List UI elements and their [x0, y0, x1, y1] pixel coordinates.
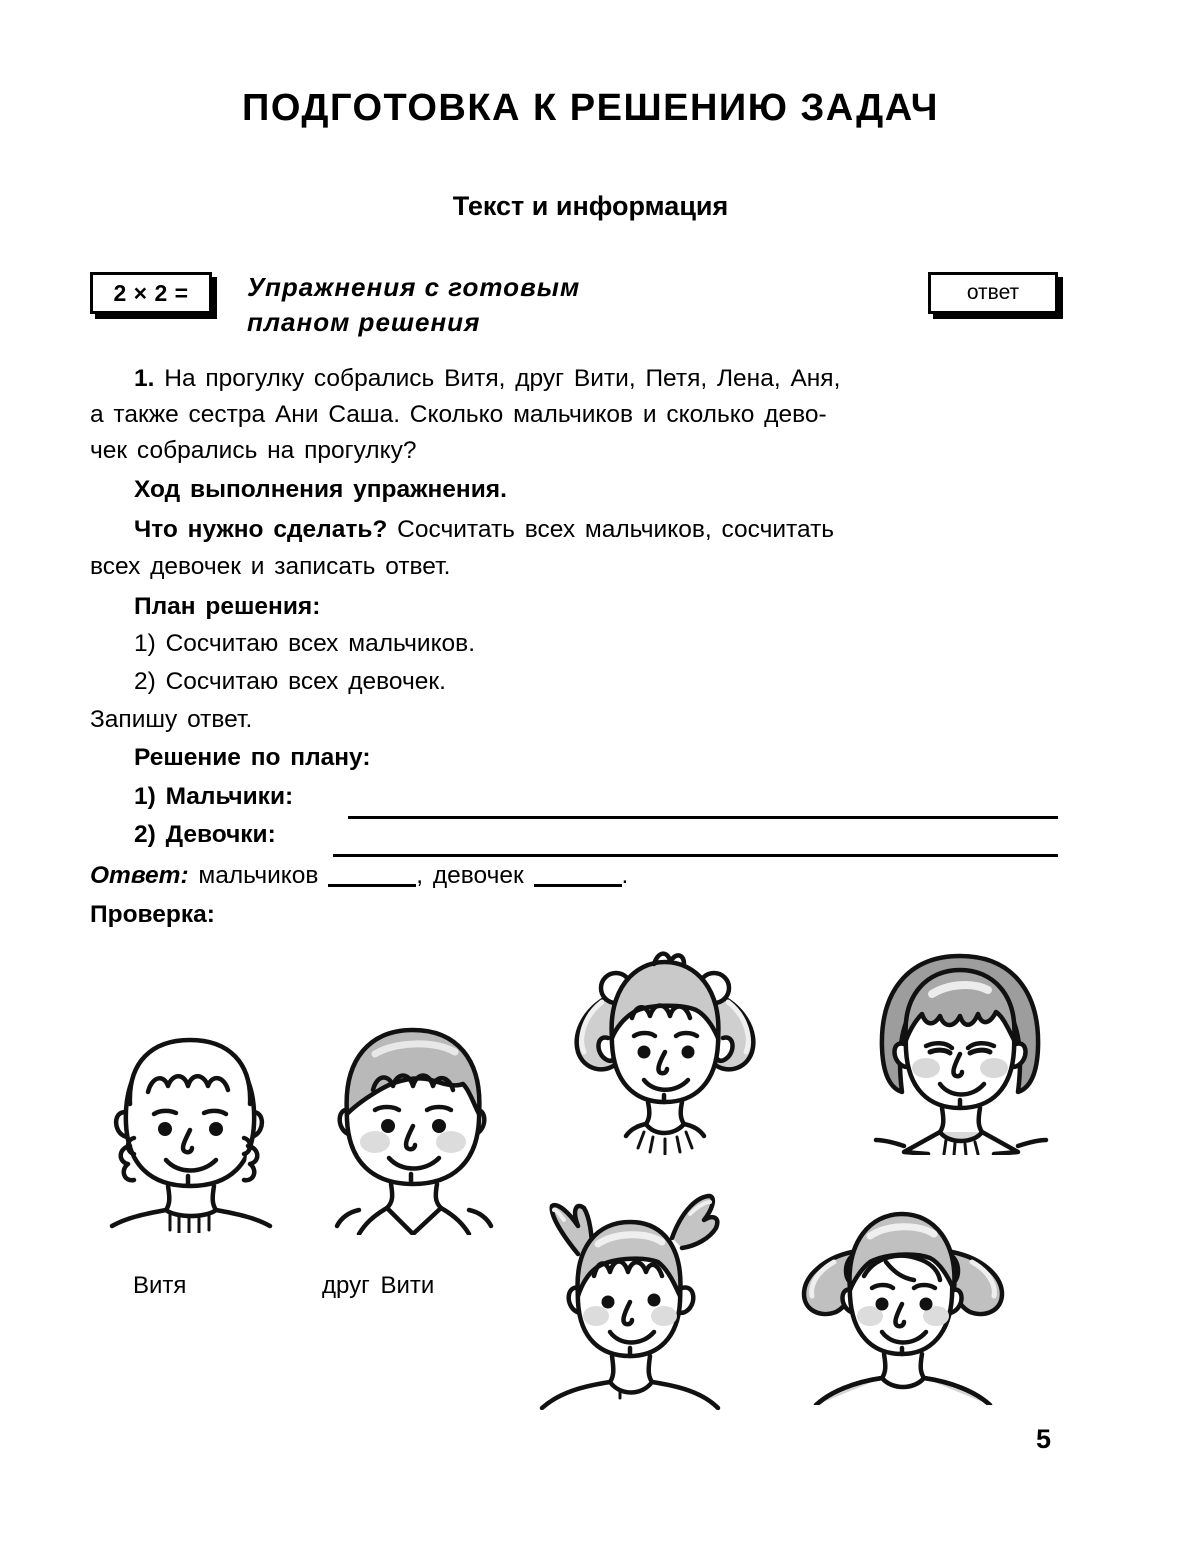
procedure-question-line: [134, 518, 834, 543]
problem-statement-line-2: а также сестра Ани Саша. Сколько мальчиков и сколько дево-: [90, 401, 827, 428]
solution-heading: Решение по плану:: [134, 744, 371, 771]
procedure-heading: Ход выполнения упражнения.: [134, 476, 507, 503]
answer-boys-input[interactable]: [328, 884, 416, 887]
page-title: ПОДГОТОВКА К РЕШЕНИЮ ЗАДАЧ: [242, 87, 939, 129]
child-face-bob-hair-icon: [860, 940, 1060, 1155]
plan-step-1: 1) Сосчитаю всех мальчиков.: [134, 630, 476, 657]
procedure-question-answer-1: Сосчитать всех мальчиков, сосчитать: [397, 516, 835, 543]
exercise-heading: [247, 270, 867, 339]
answer-box[interactable]: [928, 272, 1058, 314]
figure-drug-viti: [313, 1010, 513, 1235]
solution-row-2-input[interactable]: [333, 854, 1058, 857]
answer-terminator: .: [621, 862, 629, 889]
girl-face-twin-pigtails-icon: [790, 1190, 1015, 1405]
problem-number: 1.: [134, 365, 155, 392]
procedure-question-label: Что нужно сделать?: [134, 516, 388, 543]
answer-box-label: ответ: [966, 281, 1020, 304]
boy-face-gray-hair-icon: [313, 1010, 513, 1235]
problem-statement-line-3: чек собрались на прогулку?: [90, 437, 417, 464]
girl-face-side-ponytail-icon: [520, 1180, 735, 1410]
page-number: 5: [1036, 1424, 1052, 1454]
figure-girl-pigtails-top: [558, 940, 773, 1155]
figure-girl-pigtails-bottom: [790, 1190, 1015, 1405]
page-subtitle: Текст и информация: [452, 191, 729, 221]
caption-vitya: Витя: [133, 1272, 187, 1299]
answer-girls-input[interactable]: [534, 884, 622, 887]
plan-step-2: 2) Сосчитаю всех девочек.: [134, 668, 446, 695]
multiplication-badge-label: 2 × 2 =: [113, 279, 189, 306]
multiplication-badge: [90, 272, 212, 314]
figure-child-bob-hair: [860, 940, 1060, 1155]
answer-line: [90, 864, 628, 889]
figure-vitya: [90, 1018, 290, 1233]
solution-row-1-label: 1) Мальчики:: [134, 783, 294, 810]
problem-statement-line-1: [134, 367, 840, 392]
caption-drug-viti: друг Вити: [322, 1272, 435, 1299]
plan-heading: План решения:: [134, 593, 321, 620]
plan-final-step: Запишу ответ.: [90, 706, 253, 733]
solution-row-2-label: 2) Девочки:: [134, 821, 276, 848]
girl-face-pigtails-icon: [558, 940, 773, 1155]
exercise-heading-line-2: планом решения: [247, 306, 481, 337]
boy-face-curly-hair-icon: [90, 1018, 290, 1233]
problem-statement-text-1: На прогулку собрались Витя, друг Вити, Петя, Лена, Аня,: [164, 365, 841, 392]
answer-separator: ,: [416, 862, 424, 889]
answer-label: Ответ:: [90, 862, 189, 889]
check-heading: Проверка:: [90, 901, 215, 928]
exercise-heading-line-1: Упражнения с готовым: [247, 272, 581, 302]
figure-girl-side-ponytail: [520, 1180, 735, 1410]
answer-girls-word: девочек: [432, 862, 524, 889]
answer-boys-word: мальчиков: [198, 862, 319, 889]
procedure-question-answer-2: всех девочек и записать ответ.: [90, 553, 451, 580]
solution-row-1-input[interactable]: [348, 816, 1058, 819]
